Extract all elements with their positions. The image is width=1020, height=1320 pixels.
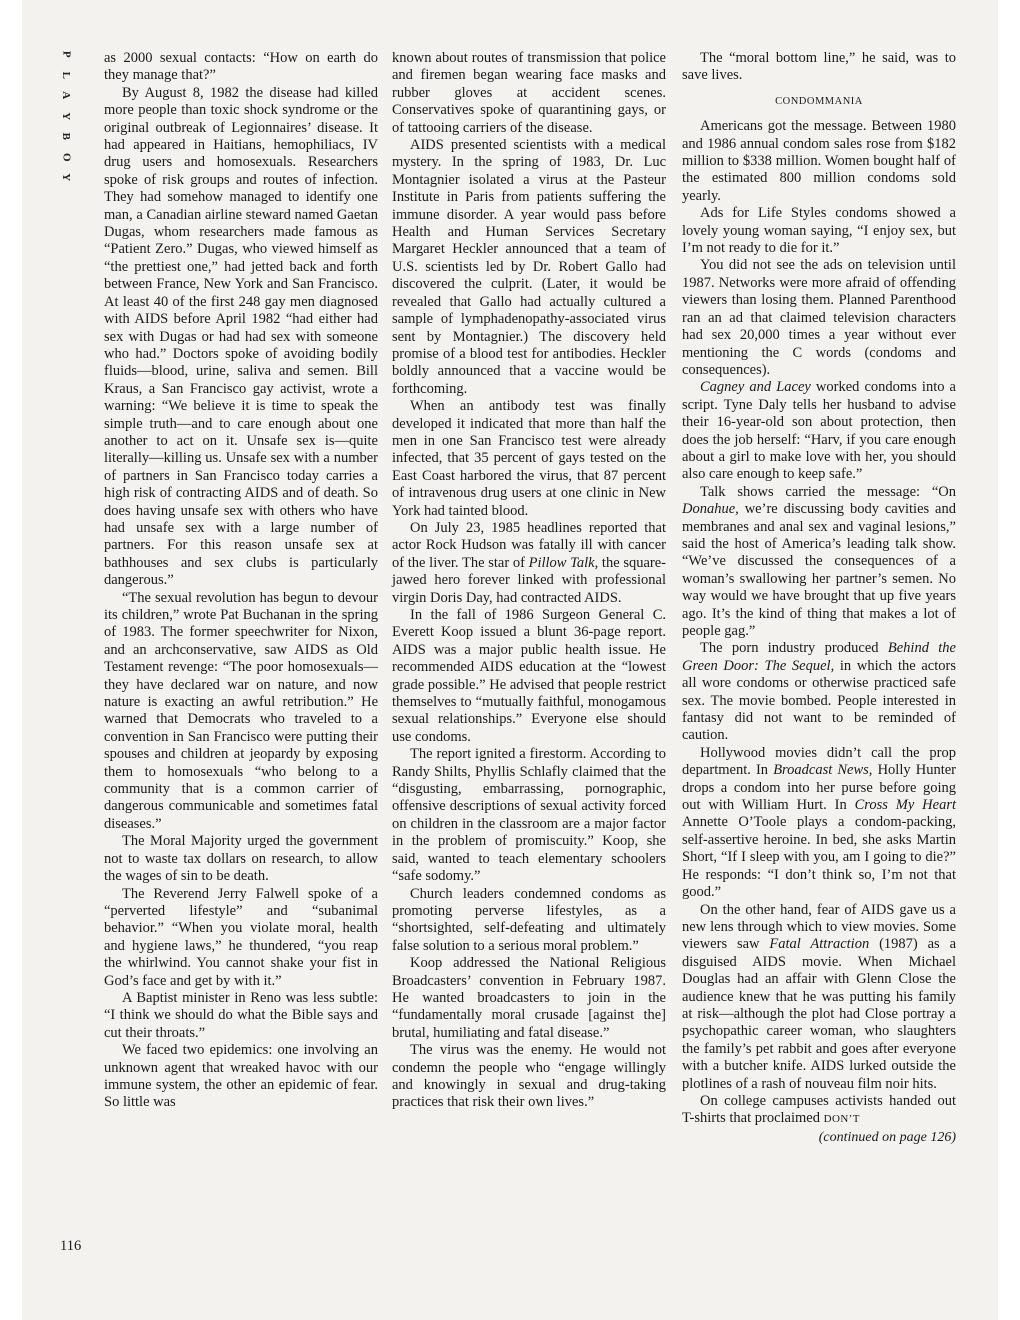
text-run: On college campuses activists handed out T-shirts that proclaimed (682, 1092, 956, 1127)
film-title: Fatal Attraction (769, 936, 870, 953)
paragraph (392, 520, 666, 607)
paragraph: In the fall of 1986 Surgeon General C. Everett Koop issued a blunt 36-page report. AIDS was a major public health issue. He recommended AIDS education at the “lowest grade possible.” He advised that people restrict themselves to “mutually faithful, monogamous sexual relationships.” Everyone else should use condoms. (392, 607, 666, 745)
text-run: Hollywood movies didn’t call the prop department. In (682, 744, 956, 779)
paragraph (682, 745, 956, 902)
show-title: Donahue, (682, 501, 739, 518)
paragraph: Church leaders condemned condoms as promoting perverse lifestyles, as a “shortsighted, self-defeating and ultimately false solution to a serious moral problem.” (392, 885, 666, 954)
paragraph (682, 902, 956, 1093)
paragraph: By August 8, 1982 the disease had killed more people than toxic shock syndrome or the original outbreak of Legionnaires’ disease. It had appeared in Haitians, hemophiliacs, IV drug users and homosexuals. Researchers spoke of risk groups and routes of infection. They had somehow managed to identify one man, a Canadian airline steward named Gaetan Dugas, whom researchers made famous as “Patient Zero.” Dugas, who viewed himself as “the prettiest one,” had jetted back and forth between France, New York and San Francisco. At least 40 of the first 248 gay men diagnosed with AIDS before April 1982 “had either had sex with Dugas or had had sex with someone who had.” Doctors spoke of avoiding bodily fluids—blood, urine, saliva and semen. Bill Kraus, a San Francisco gay activist, wrote a warning: “We believe it is time to speak the simple truth—and to care enough about one another to act on it. Unsafe sex is—quite literally—killing us. Unsafe sex with a number of partners in San Francisco today carries a high risk of contracting AIDS and of death. So does having unsafe sex with others who have had unsafe sex with a large number of partners. For this reason unsafe sex at bathhouses and sex clubs is particularly dangerous.” (104, 84, 378, 589)
text-run: The porn industry produced (700, 640, 888, 657)
paragraph: A Baptist minister in Reno was less subtle: “I think we should do what the Bible says and cut their throats.” (104, 989, 378, 1041)
masthead-letter: Y (60, 173, 73, 182)
text-run: in which the actors all wore condoms or otherwise practiced safe sex. The movie bombed. People interested in fantasy did not want to be reminded of caution. (682, 657, 956, 744)
paragraph: The Moral Majority urged the government not to waste tax dollars on research, to allow the wages of sin to be death. (104, 833, 378, 885)
paragraph: The Reverend Jerry Falwell spoke of a “perverted lifestyle” and “subanimal behavior.” “When you violate moral, health and hygiene laws,” he thundered, “you reap the whirlwind. You cannot shake your fist in God’s face and get by with it.” (104, 885, 378, 989)
masthead-letter: B (60, 132, 73, 140)
text-run: Holly Hunter drops a condom into her purse before going out with William Hurt. In (682, 762, 956, 814)
paragraph: We faced two epidemics: one involving an unknown agent that wreaked havoc with our immune system, the other an epidemic of fear. So little was (104, 1042, 378, 1111)
film-title: Pillow Talk, (528, 554, 599, 571)
paragraph: Koop addressed the National Religious Broadcasters’ convention in February 1987. He wanted broadcasters to join in the “fundamentally moral crusade [against the] brutal, humiliating and fatal disease.” (392, 955, 666, 1041)
paragraph (682, 484, 956, 641)
text-run: Talk shows carried the message: “On (700, 483, 956, 500)
masthead-letter: A (60, 91, 73, 100)
paragraph: Americans got the message. Between 1980 and 1986 annual condom sales rose from $182 million to $338 million. Women bought half of the estimated 800 million condoms sold yearly. (682, 118, 956, 204)
paragraph: known about routes of transmission that police and firemen began wearing face masks and rubber gloves at accident scenes. Conservatives spoke of quarantining gays, or of tattooing carriers of the disease. (392, 50, 666, 136)
small-caps-word: DON’T (823, 1113, 860, 1126)
article-column-3 (682, 50, 956, 1146)
text-run: we’re discussing body cavities and membranes and anal sex and vaginal lesions,” said the host of America’s leading talk show. “We’ve discussed the consequences of a woman’s swallowing her partner’s semen. No way would we have brought that up five years ago. It’s the kind of thing that makes a lot of people gag.” (682, 501, 956, 639)
paragraph: You did not see the ads on television until 1987. Networks were more afraid of offending viewers than losing them. Planned Parenthood ran an ad that claimed television characters had sex 20,000 times a year without ever mentioning the C words (condoms and consequences). (682, 257, 956, 378)
page-number: 116 (60, 1238, 82, 1254)
masthead-letter: Y (60, 111, 73, 120)
text-run: worked condoms into a script. Tyne Daly tells her husband to advise their 16-year-old son about protection, then does the job herself: “Harv, if you care enough about a girl to make love with her, you should also care enough to keep safe.” (682, 379, 956, 483)
paragraph: Ads for Life Styles condoms showed a lovely young woman saying, “I enjoy sex, but I’m not ready to die for it.” (682, 205, 956, 257)
film-title: Behind the Green Door: The Sequel, (682, 640, 956, 674)
article-column-2 (392, 50, 666, 1112)
paragraph: as 2000 sexual contacts: “How on earth do they manage that?” (104, 50, 378, 84)
section-subhead: CONDOMMANIA (775, 95, 863, 107)
film-title: Cross My Heart (854, 797, 957, 814)
magazine-page (22, 0, 998, 1320)
article-column-1 (104, 50, 378, 1112)
continued-note: (continued on page 126) (818, 1129, 956, 1145)
paragraph: AIDS presented scientists with a medical mystery. In the spring of 1983, Dr. Luc Montagnier isolated a virus at the Pasteur Institute in Paris from patients suffering the immune disorder. A year would pass before Health and Human Services Secretary Margaret Heckler announced that a team of U.S. scientists led by Dr. Robert Gallo had discovered the culprit. (Later, it would be revealed that Gallo had actually cultured a sample of lymphadenopathy-associated virus sent by Montagnier.) The discovery held promise of a blood test for antibodies. Heckler boldly announced that a vaccine would be forthcoming. (392, 137, 666, 397)
masthead-letter: O (60, 152, 73, 162)
paragraph: The virus was the enemy. He would not condemn the people who “engage willingly and knowingly in sexual and drug-taking practices that risk their own lives.” (392, 1042, 666, 1111)
text-run: On July 23, 1985 headlines reported that actor Rock Hudson was fatally ill with cancer of the liver. The star of (392, 519, 666, 571)
paragraph: The “moral bottom line,” he said, was to save lives. (682, 50, 956, 84)
text-run: the square-jawed hero forever linked with professional virgin Doris Day, had contracted AIDS. (392, 554, 666, 606)
paragraph: When an antibody test was finally developed it indicated that more than half the men in one San Francisco test were already infected, that 35 percent of gays tested on the East Coast harbored the virus, that 87 percent of intravenous drug users at one clinic in New York had tainted blood. (392, 398, 666, 519)
paragraph (682, 379, 956, 483)
text-run: (1987) as a disguised AIDS movie. When Michael Douglas had an affair with Glenn Close the audience knew that he was putting his family at risk—although the plot had Close portray a psychopathic career woman, who slaughters the family’s pet rabbit and goes after everyone with a butcher knife. AIDS lurked outside the plotlines of a rash of nouveau film noir hits. (682, 936, 956, 1092)
text-run: Annette O’Toole plays a condom-packing, self-assertive heroine. In bed, she asks Martin Short, “If I sleep with you, am I going to die?” He responds: “I don’t think so, I’m not that good.” (682, 814, 956, 901)
paragraph (682, 1093, 956, 1129)
show-title: Cagney and Lacey (700, 379, 811, 396)
paragraph: “The sexual revolution has begun to devour its children,” wrote Pat Buchanan in the spring of 1983. The former speechwriter for Nixon, and an archconservative, saw AIDS as Old Testament revenge: “The poor homosexuals—they have declared war on nature, and now nature is exacting an awful retribution.” He warned that Democrats who traveled to a convention in San Francisco were putting their spouses and children at jeopardy by exposing them to homosexuals “who belong to a community that is a common carrier of dangerous communicable and sometimes fatal diseases.” (104, 589, 378, 832)
magazine-masthead (56, 44, 76, 188)
masthead-letter: P (60, 50, 73, 58)
paragraph: The report ignited a firestorm. According to Randy Shilts, Phyllis Schlafly claimed that the “disgusting, embarrassing, pornographic, offensive descriptions of sexual activity forced on children in the classroom are a major factor in the problem of promiscuity.” Koop, she said, wanted to teach elementary schoolers “safe sodomy.” (392, 746, 666, 885)
film-title: Broadcast News, (773, 762, 873, 779)
masthead-letter: L (60, 71, 73, 79)
paragraph (682, 640, 956, 744)
text-run: On the other hand, fear of AIDS gave us a new lens through which to view movies. Some viewers saw (682, 901, 956, 953)
